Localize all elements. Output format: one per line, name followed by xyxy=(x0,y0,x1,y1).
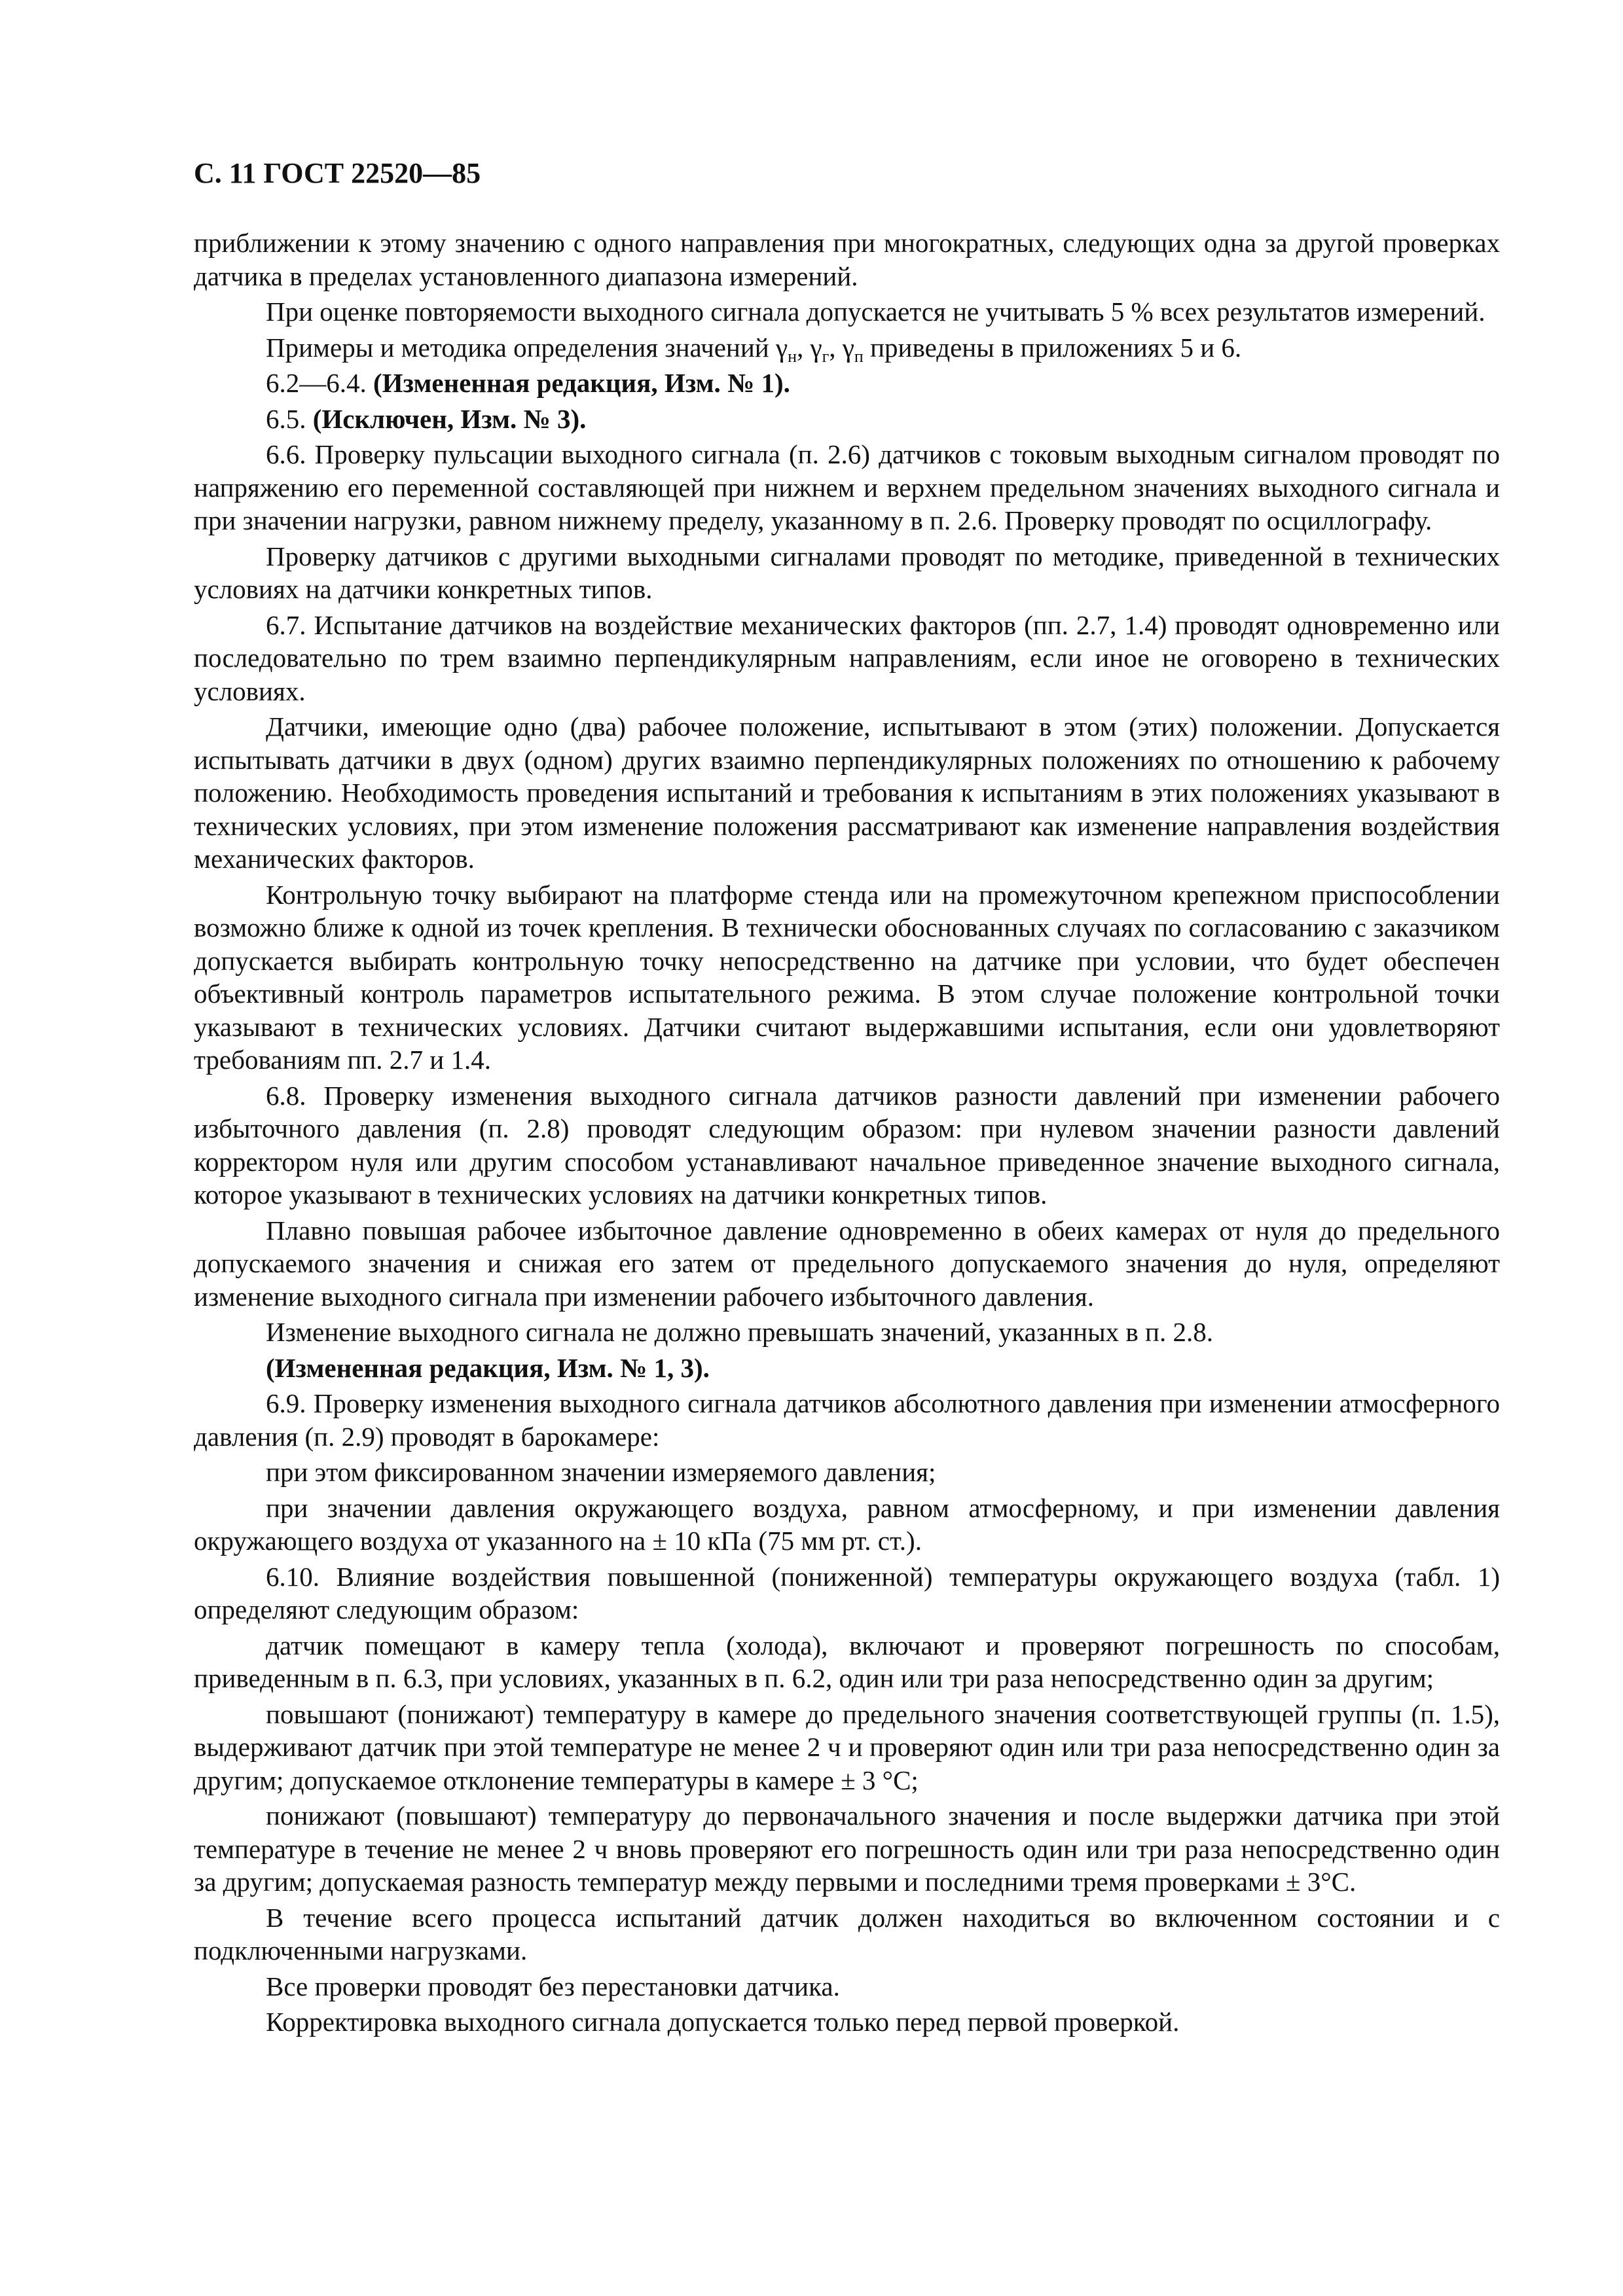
paragraph: 6.9. Проверку изменения выходного сигнала датчиков абсолютного давления при изменении атмосферного давления (п. 2.9) проводят в барокамере: xyxy=(194,1388,1500,1452)
paragraph: при этом фиксированном значении измеряемого давления; xyxy=(266,1457,936,1487)
text-run: приведены в приложениях 5 и 6. xyxy=(863,332,1242,363)
paragraph xyxy=(194,331,1500,365)
paragraph: датчик помещают в камеру тепла (холода), включают и проверяют погрешность по способам, приведенным в п. 6.3, при условиях, указанных в п. 6.2, один или три раза непосредственно один за другим; xyxy=(194,1630,1500,1693)
paragraph: При оценке повторяемости выходного сигнала допускается не учитывать 5 % всех результатов измерений. xyxy=(266,296,1486,327)
text-run: Примеры и методика определения значений γ xyxy=(266,332,788,363)
paragraph: понижают (повышают) температуру до первоначального значения и после выдержки датчика при этой температуре в течение не менее 2 ч вновь проверяют его погрешность один или три раза непосредственно один за другим; допускаемая разность температур между первыми и последними тремя проверками ± 3°С. xyxy=(194,1801,1500,1897)
bold-note: (Измененная редакция, Изм. № 1). xyxy=(373,368,790,398)
paragraph: Проверку датчиков с другими выходными сигналами проводят по методике, приведенной в технических условиях на датчики конкретных типов. xyxy=(194,541,1500,604)
paragraph: Плавно повышая рабочее избыточное давление одновременно в обеих камерах от нуля до предельного допускаемого значения и снижая его затем от предельного допускаемого значения до нуля, определяют изменение выходного сигнала при изменении рабочего избыточного давления. xyxy=(194,1215,1500,1312)
paragraph: Изменение выходного сигнала не должно превышать значений, указанных в п. 2.8. xyxy=(266,1317,1213,1347)
paragraph xyxy=(194,403,1500,436)
paragraph: 6.6. Проверку пульсации выходного сигнала (п. 2.6) датчиков с токовым выходным сигналом проводят по напряжению его переменной составляющей при нижнем и верхнем предельном значениях выходного сигнала и при значении нагрузки, равном нижнему пределу, указанному в п. 2.6. Проверку проводят по осциллографу. xyxy=(194,439,1500,535)
subscript: г xyxy=(822,346,830,366)
document-body xyxy=(194,226,1500,2039)
paragraph: 6.10. Влияние воздействия повышенной (пониженной) температуры окружающего воздуха (табл. 1) определяют следующим образом: xyxy=(194,1561,1500,1624)
text-run: 6.5. xyxy=(266,403,313,434)
text-run: 6.2—6.4. xyxy=(266,368,373,398)
paragraph: 6.8. Проверку изменения выходного сигнала датчиков разности давлений при изменении рабочего избыточного давления (п. 2.8) проводят следующим образом: при нулевом значении разности давлений корректором нуля или другим способом устанавливают начальное приведенное значение выходного сигнала, которое указывают в технических условиях на датчики конкретных типов. xyxy=(194,1080,1500,1210)
paragraph: Корректировка выходного сигнала допускается только перед первой проверкой. xyxy=(266,2007,1180,2037)
paragraph: при значении давления окружающего воздуха, равном атмосферному, и при изменении давления окружающего воздуха от указанного на ± 10 кПа (75 мм рт. ст.). xyxy=(194,1492,1500,1556)
paragraph xyxy=(194,1352,1500,1385)
page-header: С. 11 ГОСТ 22520—85 xyxy=(194,157,481,189)
subscript: н xyxy=(788,346,797,366)
paragraph: Контрольную точку выбирают на платформе стенда или на промежуточном крепежном приспособлении возможно ближе к одной из точек крепления. В технически обоснованных случаях по согласованию с заказчиком допускается выбирать контрольную точку непосредственно на датчике при условии, что будет обеспечен объективный контроль параметров испытательного режима. В этом случае положение контрольной точки указывают в технических условиях. Датчики считают выдержавшими испытания, если они удовлетворяют требованиям пп. 2.7 и 1.4. xyxy=(194,879,1500,1075)
bold-note: (Исключен, Изм. № 3). xyxy=(312,403,587,434)
paragraph: повышают (понижают) температуру в камере до предельного значения соответствующей группы (п. 1.5), выдерживают датчик при этой температуре не менее 2 ч и проверяют один или три раза непосредственно один за другим; допускаемое отклонение температуры в камере ± 3 °С; xyxy=(194,1698,1500,1795)
document-page xyxy=(194,157,1500,2041)
subscript: п xyxy=(854,346,864,366)
bold-note: (Измененная редакция, Изм. № 1, 3). xyxy=(266,1352,710,1383)
paragraph: 6.7. Испытание датчиков на воздействие механических факторов (пп. 2.7, 1.4) проводят одновременно или последовательно по трем взаимно перпендикулярным направлениям, если иное не оговорено в технических условиях. xyxy=(194,609,1500,706)
text-run: , γ xyxy=(829,332,854,363)
paragraph: приближении к этому значению с одного направления при многократных, следующих одна за другой проверках датчика в пределах установленного диапазона измерений. xyxy=(194,228,1500,291)
text-run: , γ xyxy=(797,332,822,363)
paragraph: Все проверки проводят без перестановки датчика. xyxy=(266,1971,840,2001)
paragraph: Датчики, имеющие одно (два) рабочее положение, испытывают в этом (этих) положении. Допускается испытывать датчики в двух (одном) других взаимно перпендикулярных положениях по отношению к рабочему положению. Необходимость проведения испытаний и требования к испытаниям в этих положениях указывают в технических условиях, при этом изменение положения рассматривают как изменение направления воздействия механических факторов. xyxy=(194,711,1500,874)
paragraph xyxy=(194,367,1500,400)
paragraph: В течение всего процесса испытаний датчик должен находиться во включенном состоянии и с подключенными нагрузками. xyxy=(194,1902,1500,1965)
